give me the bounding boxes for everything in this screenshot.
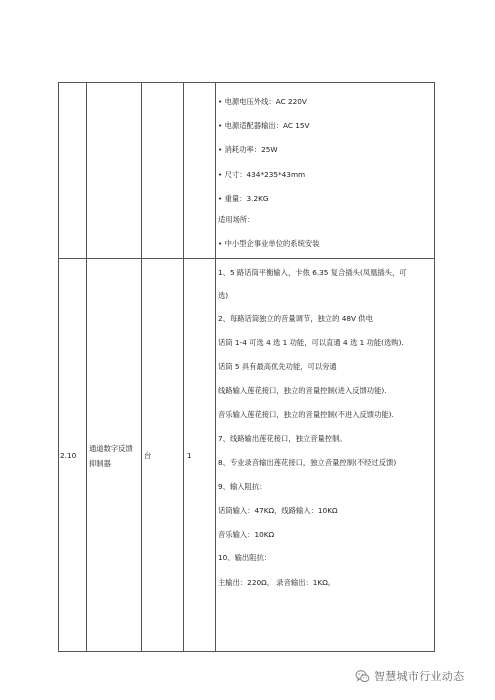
watermark-text: 智慧城市行业动态 <box>374 670 465 683</box>
table-column-divider <box>141 82 142 652</box>
spec-line: 10、输出阻抗： <box>218 553 272 562</box>
spec-line: • 重量：3.2KG <box>218 194 269 203</box>
spec-line: • 电源电压外线：AC 220V <box>218 97 307 106</box>
item-name: 通道数字反馈抑制器 <box>89 444 133 468</box>
item-number: 2.10 <box>60 451 77 460</box>
spec-line: 音乐输入：10KΩ <box>218 530 275 539</box>
spec-line: 话筒 5 具有最高优先功能，可以旁通 <box>218 362 337 371</box>
wechat-icon <box>355 669 370 684</box>
table-column-divider <box>86 82 87 652</box>
spec-line: 7、线路输出莲花接口，独立音量控制。 <box>218 434 347 443</box>
spec-line: 2、每路话筒独立的音量调节，独立的 48V 供电 <box>218 314 373 323</box>
table-border-top <box>58 82 435 83</box>
table-column-divider <box>215 82 216 652</box>
spec-line: 主输出：220Ω， 录音输出：1KΩ。 <box>218 578 336 587</box>
spec-line: 8、专业录音输出莲花接口，独立音量控制(不经过反馈) <box>218 458 397 467</box>
item-quantity: 1 <box>187 451 192 460</box>
spec-line: 线路输入莲花接口，独立的音量控制(进入反馈功能). <box>218 386 387 395</box>
item-unit: 台 <box>144 451 152 460</box>
table-border-right <box>434 82 435 652</box>
spec-line: 话筒输入：47KΩ，线路输入：10KΩ <box>218 506 338 515</box>
table-border-bottom <box>58 651 435 652</box>
spec-line: • 尺寸：434*235*43mm <box>218 170 306 179</box>
spec-line: • 电源适配器输出：AC 15V <box>218 121 310 130</box>
spec-line: 选) <box>218 291 229 300</box>
spec-line: 1、5 路话筒平衡输入，卡侬 6.35 复合插头(凤凰插头，可 <box>218 268 407 277</box>
table-row-divider <box>58 258 435 259</box>
spec-line: • 消耗功率：25W <box>218 145 278 154</box>
spec-line: 话筒 1-4 可选 4 选 1 功能，可以直通 4 选 1 功能(选购). <box>218 338 404 347</box>
spec-line: 9、输入阻抗： <box>218 482 267 491</box>
spec-line: 适用场所： <box>218 215 255 224</box>
watermark <box>355 665 464 687</box>
spec-line: 音乐输入莲花接口，独立的音量控制(不进入反馈功能). <box>218 410 394 419</box>
table-border-left <box>58 82 59 652</box>
spec-line: • 中小型企事业单位的系统安装 <box>218 239 320 248</box>
table-column-divider <box>183 82 184 652</box>
